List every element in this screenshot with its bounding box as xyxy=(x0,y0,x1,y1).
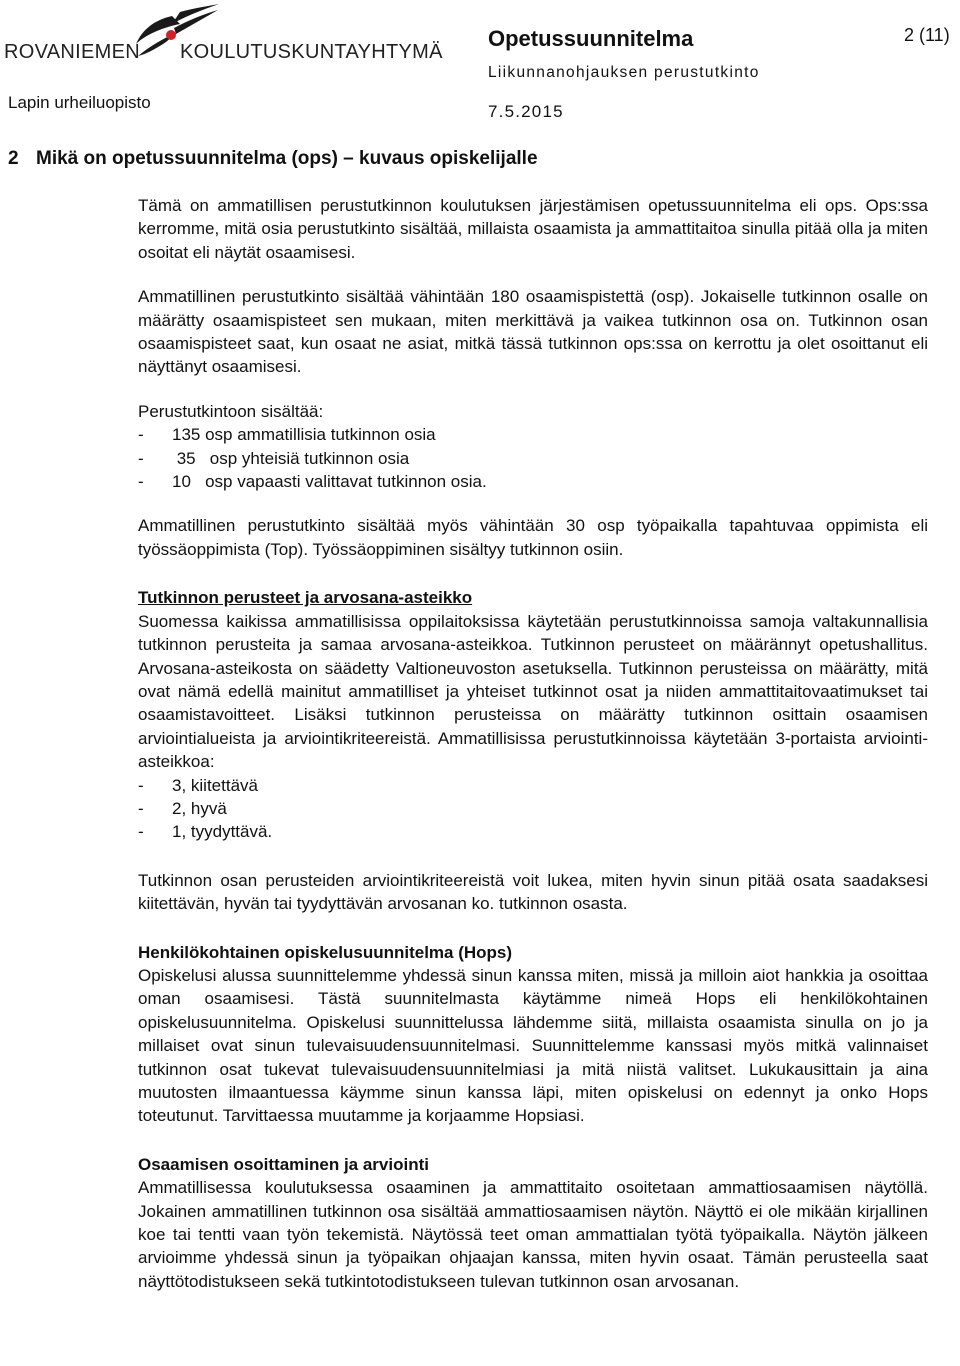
document-subtitle: Liikunnanohjauksen perustutkinto xyxy=(488,64,760,81)
section-heading xyxy=(8,148,538,170)
workplace-learning-paragraph: Ammatillinen perustutkinto sisältää myös vähintään 30 osp työpaikalla tapahtuvaa oppimista eli työssäoppimista (Top). Työssäoppiminen sisältyy tutkinnon osiin. xyxy=(138,516,928,559)
subheading-assessment: Osaamisen osoittaminen ja arviointi xyxy=(138,1154,429,1174)
criteria-paragraph: Tutkinnon osan perusteiden arviointikriteereistä voit lukea, miten hyvin sinun pitää osata saadaksesi kiitettävän, hyvän tai tyydyttävän arvosanan ko. tutkinnon osasta. xyxy=(138,870,928,914)
basis-paragraph: Suomessa kaikissa ammatillisissa oppilaitoksissa käytetään perustutkinnoissa samoja valtakunnallisia tutkinnon perusteita ja samaa arvosana-asteikkoa. Tutkinnon perusteet on määrännyt opetushallitus. Arvosana-asteikosta on säädetty Valtioneuvoston asetuksella. Tutkinnon perusteissa on määrätty, mitä ovat nämä edellä mainitut ammatilliset ja yhteiset tutkinnot osat ja niiden ammattitaitovaatimukset tai osaamistavoitteet. Lisäksi tutkinnon perusteissa on määrätty tutkinnon osittain osaamisen arviointialueista ja arviointikriteereistä. Ammatillisissa perustutkinnoissa käytetään 3-portaista arviointiasteikkoa: xyxy=(138,611,928,772)
list-item: - 2, hyvä xyxy=(138,798,227,818)
subheading-basis: Tutkinnon perusteet ja arvosana-asteikko xyxy=(138,588,473,608)
list-item: - 10 osp vapaasti valittavat tutkinnon osia. xyxy=(138,472,487,492)
list-item: - 1, tyydyttävä. xyxy=(138,822,273,842)
grade-list xyxy=(138,774,928,844)
section-number: 2 xyxy=(8,148,19,169)
document-date: 7.5.2015 xyxy=(488,102,564,121)
list-item: - 35 osp yhteisiä tutkinnon osia xyxy=(138,448,410,468)
assessment-paragraph: Ammatillisessa koulutuksessa osaaminen ja ammattitaito osoitetaan ammattiosaamisen näytöllä. Jokainen ammatillinen tutkinnon osa sisältää ammattiosaamisen näytön. Näyttö ei ole mikään kirjallinen koe tai tentti vaan työn tekemistä. Näytössä teet oman ammattialan työtä työpaikalla. Näytön jälkeen arvioimme yhdessä sinun ja työpaikan ohjaajan kanssa, miten hyvin osaat. Tämän perusteella saat näyttötodistukseen sekä tutkintotodistukseen tulevan tutkinnon osan arvosanan. xyxy=(138,1178,928,1291)
content-intro: Perustutkintoon sisältää: xyxy=(138,401,324,421)
subheading-hops: Henkilökohtainen opiskelusuunnitelma (Hops) xyxy=(138,942,513,962)
logo-wordmark-right: KOULUTUSKUNTAYHTYMÄ xyxy=(180,41,443,63)
content-list xyxy=(138,423,928,493)
logo-wordmark-left: ROVANIEMEN xyxy=(4,41,140,63)
organization-unit: Lapin urheiluopisto xyxy=(8,93,151,112)
organization-logo xyxy=(4,2,443,88)
hops-paragraph: Opiskelusi alussa suunnittelemme yhdessä sinun kanssa miten, missä ja milloin aiot hankkia ja osoittaa oman osaamisesi. Tästä suunnitelmasta käytämme nimeä Hops eli henkilökohtainen opiskelusuunnitelma. Opiskelusi suunnittelussa lähdemme siitä, millaista osaamista sinulla on jo ja millaiset ovat sinun tulevaisuudensuunnitelmasi. Suunnittelemme kanssasi myös mitkä valinnaiset tutkinnon osat tukevat tulevaisuudensuunnitelmiasi ja mitä niistä valitset. Lukukausittain ja aina muutosten ilmaantuessa käymme sinun kanssa läpi, miten opiskelusi on edennyt ja onko Hops toteutunut. Tarvittaessa muutamme ja korjaamme Hopsiasi. xyxy=(138,965,928,1126)
credits-paragraph: Ammatillinen perustutkinto sisältää vähintään 180 osaamispistettä (osp). Jokaiselle tutkinnon osalle on määrätty osaamispisteet sen mukaan, miten merkittävä ja vaikea tutkinnon osa on. Tutkinnon osan osaamispisteet saat, kun osaat ne asiat, mitkä tässä tutkinnon ops:ssa on kerrottu ja olet osoittanut eli näyttänyt osaamisesi. xyxy=(138,287,928,377)
section-title: Mikä on opetussuunnitelma (ops) – kuvaus opiskelijalle xyxy=(36,148,538,169)
page-number: 2 (11) xyxy=(904,25,950,45)
document-title: Opetussuunnitelma xyxy=(488,26,694,51)
intro-paragraph: Tämä on ammatillisen perustutkinnon koulutuksen järjestämisen opetussuunnitelma eli ops. Ops:ssa kerromme, mitä osia perustutkinto sisältää, millaista osaamista ja ammattitaitoa sinulla pitää olla ja miten osoitat eli näytät osaamisesi. xyxy=(138,196,928,262)
page-header xyxy=(0,0,960,130)
list-item: - 3, kiitettävä xyxy=(138,775,258,795)
document-body xyxy=(138,194,928,1293)
list-item: - 135 osp ammatillisia tutkinnon osia xyxy=(138,425,436,445)
